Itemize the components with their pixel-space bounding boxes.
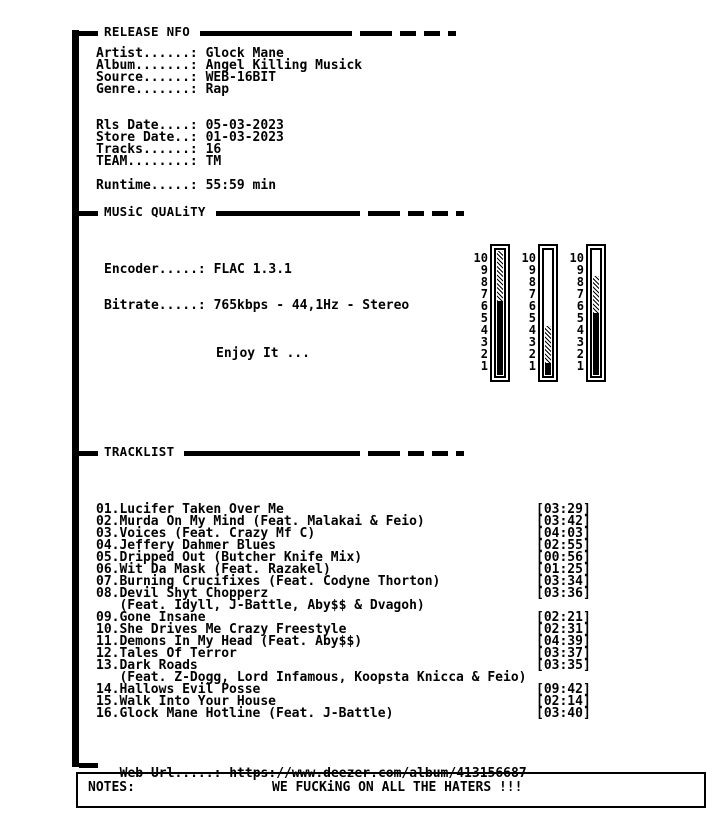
notes-text: WE FUCKiNG ON ALL THE HATERS !!! [272, 780, 523, 795]
header-dash [424, 31, 440, 36]
weburl-label: Web-Url.....: [119, 766, 222, 781]
genre-label: Genre.......: [96, 82, 198, 97]
quality-rule-right [216, 211, 360, 216]
meter-tick-label: 5 [480, 311, 488, 325]
meter-tick-label: 5 [528, 311, 536, 325]
track-title: 06.Wit Da Mask (Feat. Razakel) [96, 562, 331, 577]
track-time: [04:39] [536, 634, 591, 649]
encoder-label: Encoder.....: [104, 262, 206, 277]
meter-tick-label: 10 [473, 251, 488, 265]
track-time: [03:34] [536, 574, 591, 589]
track-title: 07.Burning Crucifixes (Feat. Codyne Thorton) [96, 574, 441, 589]
team-value: TM [205, 154, 222, 169]
source-value: WEB-16BIT [205, 70, 277, 85]
track-title: 03.Voices (Feat. Crazy Mf C) [96, 526, 316, 541]
track-time: [03:42] [536, 514, 591, 529]
meter-tick-label: 10 [521, 251, 536, 265]
meter-tick-label: 3 [576, 335, 584, 349]
track-title: 14.Hallows Evil Posse [96, 682, 261, 697]
tracks-label: Tracks......: [96, 142, 198, 157]
track-time: [02:55] [536, 538, 591, 553]
rls-date-value: 05-03-2023 [205, 118, 284, 133]
tracklist-rule-right [184, 451, 360, 456]
track-time: [09:42] [536, 682, 591, 697]
meter-fill [593, 313, 599, 375]
track-title: 04.Jeffery Dahmer Blues [96, 538, 277, 553]
meter-tick-label: 8 [528, 275, 536, 289]
store-date-value: 01-03-2023 [205, 130, 284, 145]
header-dash [360, 31, 392, 36]
track-time: [03:29] [536, 502, 591, 517]
tracklist-dash [432, 451, 448, 456]
quality-rule-left [79, 211, 98, 216]
track-title: (Feat. Z-Dogg, Lord Infamous, Koopsta Knicca & Feio) [96, 670, 527, 685]
meter-tick-label: 5 [576, 311, 584, 325]
meter-tick-label: 2 [576, 347, 584, 361]
tracks-value: 16 [205, 142, 222, 157]
track-time: [01:25] [536, 562, 591, 577]
meter-peak [545, 326, 551, 363]
rls-date-label: Rls Date....: [96, 118, 198, 133]
meter-scale [464, 252, 488, 372]
meter-scale [560, 252, 584, 372]
meter-tick-label: 3 [528, 335, 536, 349]
tracklist-dash [408, 451, 424, 456]
meter-tick-label: 6 [576, 299, 584, 313]
track-time: [04:03] [536, 526, 591, 541]
genre-value: Rap [205, 82, 230, 97]
level-meter [490, 244, 510, 382]
track-title: 09.Gone Insane [96, 610, 206, 625]
tracklist-rule-left [79, 451, 98, 456]
enjoy-text: Enjoy It ... [216, 346, 310, 361]
meter-tick-label: 3 [480, 335, 488, 349]
meter-tick-label: 7 [576, 287, 584, 301]
meter-fill [497, 301, 503, 375]
level-meter [538, 244, 558, 382]
notes-box [76, 772, 706, 808]
album-label: Album.......: [96, 58, 198, 73]
quality-dash [368, 211, 400, 216]
header-dash [400, 31, 416, 36]
level-meter [586, 244, 606, 382]
weburl-link[interactable]: https://www.deezer.com/album/413156687 [229, 766, 527, 781]
meter-tick-label: 9 [576, 263, 584, 277]
quality-info [104, 262, 410, 361]
track-title: 05.Dripped Out (Butcher Knife Mix) [96, 550, 363, 565]
bitrate-value: 765kbps - 44,1Hz - Stereo [213, 298, 410, 313]
meter-tick-label: 8 [480, 275, 488, 289]
encoder-value: FLAC 1.3.1 [213, 262, 292, 277]
runtime-value: 55:59 min [205, 178, 277, 193]
track-title: (Feat. Idyll, J-Battle, Aby$$ & Dvagoh) [96, 598, 425, 613]
tracklist-section-title: TRACKLIST [104, 444, 175, 459]
meter-tick-label: 10 [569, 251, 584, 265]
release-info [96, 46, 363, 193]
track-title: 10.She Drives Me Crazy Freestyle [96, 622, 347, 637]
track-time: [03:40] [536, 706, 591, 721]
meter-tick-label: 2 [528, 347, 536, 361]
meter-tick-label: 9 [528, 263, 536, 277]
left-border [72, 30, 79, 767]
quality-dash [408, 211, 424, 216]
meter-fill [545, 363, 551, 375]
meter-tick-label: 6 [528, 299, 536, 313]
header-rule-left [72, 31, 98, 36]
meter-tick-label: 1 [528, 359, 536, 373]
track-time: [02:21] [536, 610, 591, 625]
track-title: 11.Demons In My Head (Feat. Aby$$) [96, 634, 363, 649]
quality-section-title: MUSiC QUALiTY [104, 204, 206, 219]
meter-tick-label: 4 [480, 323, 488, 337]
meter-tick-label: 4 [576, 323, 584, 337]
meter-peak [593, 276, 599, 313]
meter-tick-label: 8 [576, 275, 584, 289]
track-title: 01.Lucifer Taken Over Me [96, 502, 284, 517]
artist-label: Artist......: [96, 46, 198, 61]
track-time: [03:37] [536, 646, 591, 661]
store-date-label: Store Date..: [96, 130, 198, 145]
track-time: [02:14] [536, 694, 591, 709]
track-time: [00:56] [536, 550, 591, 565]
meter-tick-label: 1 [480, 359, 488, 373]
track-title: 15.Walk Into Your House [96, 694, 277, 709]
track-time: [03:36] [536, 586, 591, 601]
meter-tick-label: 2 [480, 347, 488, 361]
team-label: TEAM........: [96, 154, 198, 169]
runtime-label: Runtime.....: [96, 178, 198, 193]
meter-tick-label: 4 [528, 323, 536, 337]
release-section-title: RELEASE NFO [104, 24, 191, 39]
meter-tick-label: 9 [480, 263, 488, 277]
track-title: 13.Dark Roads [96, 658, 198, 673]
tracklist-dash [456, 451, 464, 456]
quality-dash [456, 211, 464, 216]
track-title: 12.Tales Of Terror [96, 646, 237, 661]
meter-peak [497, 251, 503, 301]
quality-dash [432, 211, 448, 216]
track-title: 08.Devil Shyt Chopperz [96, 586, 269, 601]
track-row [96, 708, 596, 720]
track-title: 16.Glock Mane Hotline (Feat. J-Battle) [96, 706, 394, 721]
notes-label: NOTES: [88, 780, 135, 795]
meter-tick-label: 7 [480, 287, 488, 301]
source-label: Source......: [96, 70, 198, 85]
meter-tick-label: 7 [528, 287, 536, 301]
bitrate-label: Bitrate.....: [104, 298, 206, 313]
footer-rule-left [79, 763, 98, 768]
artist-value: Glock Mane [205, 46, 284, 61]
tracklist-dash [368, 451, 400, 456]
meter-tick-label: 1 [576, 359, 584, 373]
track-time: [03:35] [536, 658, 591, 673]
header-dash [448, 31, 456, 36]
meter-tick-label: 6 [480, 299, 488, 313]
album-value: Angel Killing Musick [205, 58, 363, 73]
meter-scale [512, 252, 536, 372]
track-time: [02:31] [536, 622, 591, 637]
header-rule-right [200, 31, 352, 36]
track-title: 02.Murda On My Mind (Feat. Malakai & Feio) [96, 514, 425, 529]
